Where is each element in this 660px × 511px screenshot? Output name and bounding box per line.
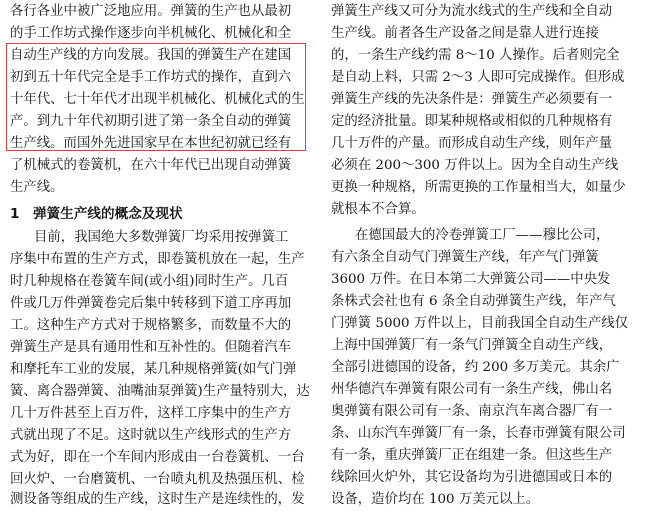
- text-line: 的手工作坊式操作逐步向半机械化、机械化和全: [10, 26, 292, 41]
- text-line: 线除回火炉外，其它设备均为引进德国或日本的: [331, 470, 613, 485]
- text-line: 生产线。前者各生产设备之间是靠人进行连接: [331, 26, 599, 41]
- section-heading: 1 弹簧生产线的概念及现状: [10, 206, 183, 222]
- text-line: 序集中布置的生产方式，即卷簧机放在一起，生产: [10, 252, 305, 267]
- text-line: 弹簧生产线又可分为流水线式的生产线和全自动: [331, 4, 613, 19]
- text-line: 3600 万件。在日本第二大弹簧公司——中央发: [331, 272, 611, 287]
- text-line: 件或几万件弹簧卷完后集中转移到下道工序再加: [10, 296, 292, 311]
- text-line: 上海中国弹簧厂有一条气门弹簧全自动生产线，: [331, 338, 613, 353]
- text-line: 奥弹簧有限公司有一条、南京汽车离合器厂有一: [331, 404, 613, 419]
- text-line: 生产线。: [10, 180, 64, 195]
- text-line: 十年代、七十年代才出现半机械化、机械化式的生: [10, 92, 305, 107]
- text-line: 几十万件的产量。而形成自动生产线，则年产量: [331, 136, 613, 151]
- text-line: 式为好，即在一个车间内形成由一台卷簧机、一台: [10, 450, 305, 465]
- text-line: 全部引进德国的设备，约 200 多万美元。其余广: [331, 360, 620, 375]
- text-line: 生产线。而国外先进国家早在本世纪初就已经有: [10, 136, 292, 151]
- text-line: 定的经济批量。即某种规格或相似的几种规格有: [331, 114, 613, 129]
- text-line: 州华德汽车弹簧有限公司有一条生产线，佛山名: [331, 382, 613, 397]
- text-line: 几十万件甚至上百万件，这样工序集中的生产方: [10, 406, 292, 421]
- text-line: 自动生产线的方向发展。我国的弹簧生产在建国: [10, 48, 292, 63]
- text-line: 时几种规格在卷簧车间(或小组)同时生产。几百: [10, 274, 289, 289]
- text-line: 产。到九十年代初期引进了第一条全自动的弹簧: [10, 114, 292, 129]
- text-line: 各行各业中被广泛地应用。弹簧的生产也从最初: [10, 4, 292, 19]
- text-line: 目前，我国绝大多数弹簧厂均采用按弹簧工: [34, 230, 289, 245]
- text-line: 有六条全自动气门弹簧生产线，年产气门弹簧: [331, 250, 599, 265]
- text-line: 是自动上料，只需 2～3 人即可完成操作。但形成: [331, 70, 625, 85]
- text-line: 测设备等组成的生产线，这时生产是连续性的，发: [10, 492, 305, 507]
- text-line: 条、山东汽车弹簧厂有一条，长春市弹簧有限公司: [331, 426, 626, 441]
- text-line: 设备，造价均在 100 万美元以上。: [331, 492, 540, 507]
- text-line: 式就出现了不足。这时就以生产线形式的生产方: [10, 428, 292, 443]
- text-line: 弹簧生产线的先决条件是：弹簧生产必须要有一: [331, 92, 613, 107]
- text-line: 簧、离合器弹簧、油嘴油泵弹簧)生产量特别大，达: [10, 384, 310, 399]
- text-line: 条株式会社也有 6 条全自动弹簧生产线，年产气: [331, 294, 616, 309]
- text-line: 就根本不合算。: [331, 202, 425, 217]
- text-line: 有一条，重庆弹簧厂正在组建一条。但这些生产: [331, 448, 613, 463]
- text-line: 更换一种规格，所需更换的工作量相当大，如量少: [331, 180, 626, 195]
- text-line: 工。这种生产方式对于规格繁多，而数量不大的: [10, 318, 292, 333]
- text-line: 必须在 200～300 万件以上。因为全自动生产线: [331, 158, 619, 173]
- text-line: 初到五十年代完全是手工作坊式的操作，直到六: [10, 70, 292, 85]
- text-line: 弹簧生产是具有通用性和互补性的。但随着汽车: [10, 340, 292, 355]
- text-line: 和摩托车工业的发展，某几种规格弹簧(如气门弹: [10, 362, 297, 377]
- text-line: 门弹簧 5000 万件以上，目前我国全自动生产线仅: [331, 316, 629, 331]
- text-line: 回火炉、一台磨簧机、一台喷丸机及热强压机、检: [10, 472, 305, 487]
- text-line: 在德国最大的冷卷弹簧工厂——穆比公司，: [355, 228, 610, 243]
- text-line: 的，一条生产线约需 8～10 人操作。后者则完全: [331, 48, 620, 63]
- text-line: 了机械式的卷簧机，在六十年代已出现自动弹簧: [10, 158, 292, 173]
